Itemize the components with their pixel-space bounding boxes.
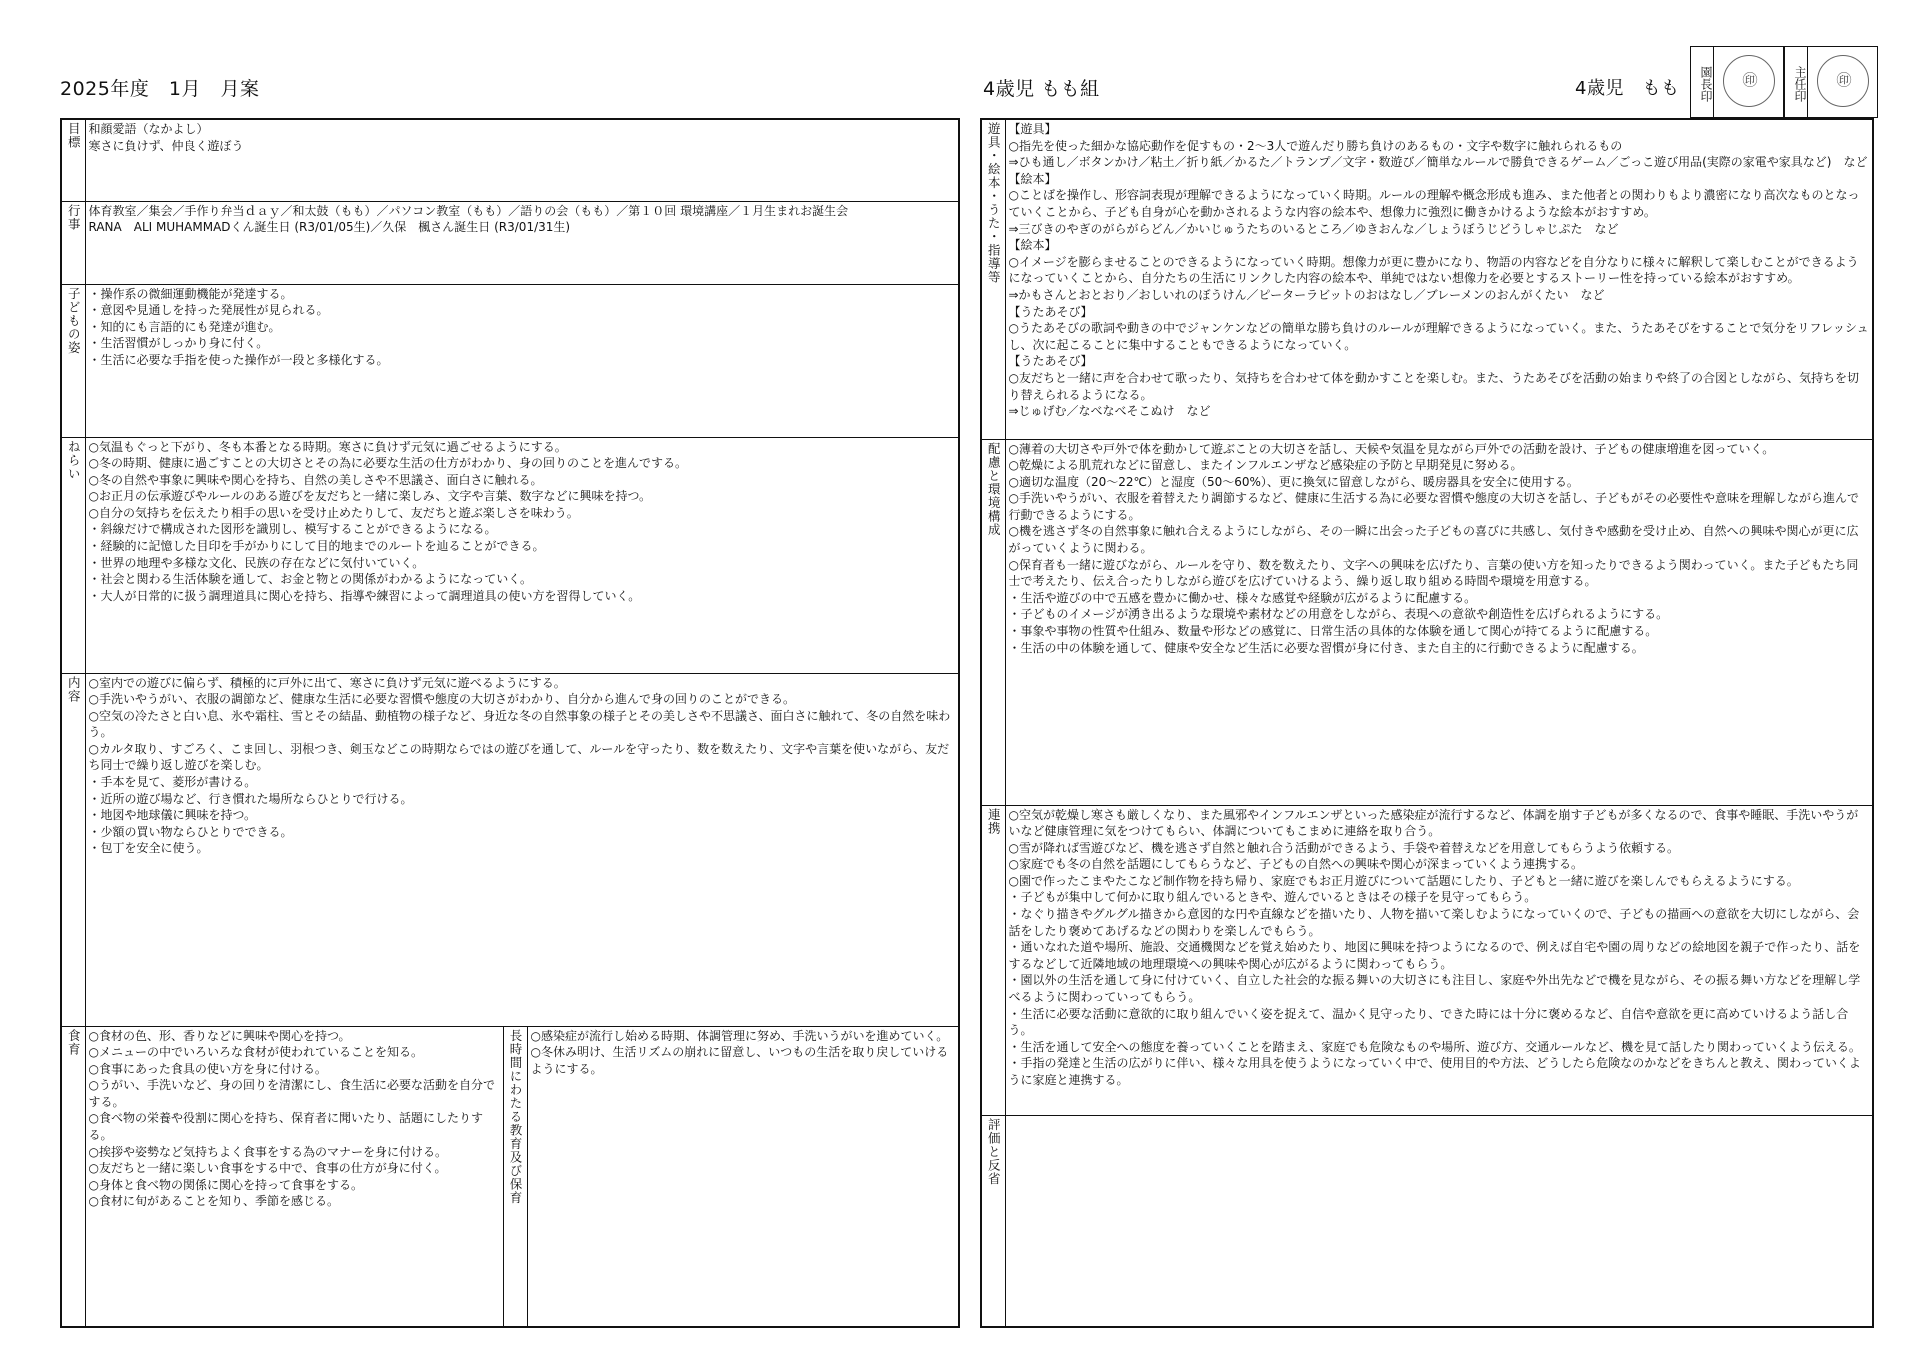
text-line: ○適切な温度（20〜22℃）と湿度（50〜60%）、更に換気に留意しながら、暖房器具を安全に使用する。 (1008, 474, 1579, 489)
aims-row (61, 437, 959, 673)
text-line: ・生活や遊びの中で五感を豊かに働かせ、様々な感覚や経験が広がるように配慮する。 (1008, 590, 1477, 605)
tools-cell (1005, 119, 1873, 439)
goal-row (61, 119, 959, 201)
text-line: ・斜線だけで構成された図形を識別し、模写することができるようになる。 (88, 522, 497, 537)
text-line: ・園以外の生活を通して身に付けていく、自立した社会的な振る舞いの大切さにも注目し、家庭や外出先などで機を見ながら、その振る舞い方などを理解し学べるように関わっていってもらう。 (1008, 973, 1861, 1005)
text-line: ・生活習慣がしっかり身に付く。 (88, 336, 269, 351)
left-plan-table (60, 118, 960, 1328)
link-label: 連携 (981, 805, 1005, 1115)
text-line: ・事象や事物の性質や仕組み、数量や形などの感覚に、日常生活の具体的な体験を通して関心が持てるように配慮する。 (1008, 624, 1658, 639)
text-line: ○手洗いやうがい、衣服の調節など、健康な生活に必要な習慣や態度の大切さがわかり、自分から進んで身の回りのことができる。 (88, 692, 795, 707)
goal-label: 目標 (61, 119, 85, 201)
tools-row (981, 119, 1873, 439)
text-line: ・通いなれた道や場所、施設、交通機関などを覚え始めたり、地図に興味を持つようになるので、例えば自宅や園の周りなどの絵地図を親子で作ったり、話をするなどして近隣地域の地理環境への興味や関心が広がるように関わってもらう。 (1008, 940, 1861, 971)
text-line: 【うたあそび】 (1008, 304, 1093, 319)
text-line: ○園で作ったこまやたこなど制作物を持ち帰り、家庭でもお正月遊びについて話題にしたり、子どもと一緒に遊びを楽しんでもらえるようにする。 (1008, 873, 1799, 888)
text-line: ○うたあそびの歌詞や動きの中でジャンケンなどの簡単な勝ち負けのルールが理解できるようになっていく。また、うたあそびをすることで気分をリフレッシュし、次に起こることに集中することもできるようになっていく。 (1008, 321, 1869, 352)
text-line: ○イメージを膨らませることのできるようになっていく時期。想像力が更に豊かになり、物語の内容などを自分なりに様々に解釈して楽しむことができるようになっていくことから、自分たちの生活にリンクした内容の絵本や、単純ではない想像力を必要とするストーリー性を持っている絵本がおすすめ。 (1008, 254, 1859, 286)
text-line: ・少額の買い物ならひとりでできる。 (88, 824, 293, 839)
text-line: ○空気が乾燥し寒さも厳しくなり、また風邪やインフルエンザといった感染症が流行するなど、体調を崩す子どもが多くなるので、食事や睡眠、手洗いやうがいなど健康管理に気をつけてもらい、体調についてもこまめに連絡を取り合う。 (1008, 807, 1859, 839)
env-cell (1005, 439, 1873, 805)
text-line: ○カルタ取り、すごろく、こま回し、羽根つき、剣玉などこの時期ならではの遊びを通して、ルールを守ったり、数を数えたり、文字や言葉を使いながら、友だち同士で繰り返し遊びを楽しむ。 (88, 741, 950, 773)
text-line: ・生活に必要な手指を使った操作が一段と多様化する。 (88, 352, 389, 367)
children-cell (85, 284, 959, 437)
text-line: ・操作系の微細運動機能が発達する。 (88, 286, 293, 301)
text-line: ○ことばを操作し、形容詞表現が理解できるようになっていく時期。ルールの理解や概念形成も進み、また他者との関わりもより濃密になり高次なものとなっていくことから、子ども自身が心を動かされるような内容の絵本や、想像力に強烈に働きかけるような絵本がおすすめ。 (1008, 188, 1860, 219)
text-line: ○家庭でも冬の自然を話題にしてもらうなど、子どもの自然への興味や関心が深まっていくよう連携する。 (1008, 857, 1583, 872)
class-label-short: 4歳児 もも (1575, 78, 1680, 99)
text-line: ⇒かもさんとおとおり／おしいれのぼうけん／ピーターラビットのおはなし／ブレーメンのおんがくたい など (1008, 287, 1605, 302)
text-block (86, 202, 959, 237)
children-row (61, 284, 959, 437)
events-cell (85, 201, 959, 284)
text-line: ・手本を見て、菱形が書ける。 (88, 775, 257, 790)
food-row (61, 1026, 959, 1327)
text-line: ・手指の発達と生活の広がりに伴い、様々な用具を使うようになっていく中で、使用目的や方法、どうしたら危険なのかなどをきちんと教え、関わっていくように家庭と連携する。 (1008, 1056, 1861, 1087)
link-cell (1005, 805, 1873, 1115)
text-line: ○冬休み明け、生活リズムの崩れに留意し、いつもの生活を取り戻していけるようにする。 (530, 1045, 949, 1076)
contents-row (61, 673, 959, 1026)
text-line: ⇒じゅげむ／なべなべそこぬけ など (1008, 404, 1211, 419)
text-line: ⇒ひも通し／ボタンかけ／粘土／折り紙／かるた／トランプ／文字・数遊び／簡単なルールで勝負できるゲーム／ごっこ遊び用品(実際の家電や家具など) など (1008, 155, 1868, 170)
aims-cell (85, 437, 959, 673)
env-label: 配慮と環境構成 (981, 439, 1005, 805)
text-line: ○お正月の伝承遊びやルールのある遊びを友だちと一緒に楽しみ、文字や言葉、数字などに興味を持つ。 (88, 489, 651, 504)
goal-cell (85, 119, 959, 201)
page-title: 2025年度 1月 月案 (60, 78, 260, 100)
text-line: ・社会と関わる生活体験を通して、お金と物との関係がわかるようになっていく。 (88, 572, 533, 587)
text-line: ○うがい、手洗いなど、身の回りを清潔にし、食生活に必要な活動を自分でする。 (88, 1078, 495, 1109)
text-block (528, 1027, 959, 1079)
text-line: ○食事にあった食具の使い方を身に付ける。 (88, 1061, 327, 1076)
text-line: ○身体と食べ物の関係に関心を持って食事をする。 (88, 1177, 363, 1192)
chief-seal: ㊞ (1817, 55, 1869, 107)
longcare-cell (527, 1026, 959, 1327)
text-line: ○機を逃さず冬の自然事象に触れ合えるようにしながら、その一瞬に出会った子どもの喜びに共感し、気付きや感動を受け止め、自然への興味や関心が更に広がっていくように関わる。 (1008, 524, 1859, 556)
text-block (1006, 1116, 1873, 1118)
contents-cell (85, 673, 959, 1026)
text-line: 和顔愛語（なかよし） (88, 122, 209, 136)
text-line: ○感染症が流行し始める時期、体調管理に努め、手洗いうがいを進めていく。 (530, 1028, 949, 1043)
text-line: ・包丁を安全に使う。 (88, 841, 209, 856)
contents-label: 内容 (61, 673, 85, 1026)
events-label: 行事 (61, 201, 85, 284)
text-line: ・大人が日常的に扱う調理道具に関心を持ち、指導や練習によって調理道具の使い方を習得していく。 (88, 588, 641, 603)
tools-label: 遊具・絵本・うた・指導等 (981, 119, 1005, 439)
right-plan-table (980, 118, 1874, 1328)
text-line: ○食べ物の栄養や役割に関心を持ち、保育者に聞いたり、話題にしたりする。 (88, 1111, 483, 1143)
text-line: ・近所の遊び場など、行き慣れた場所ならひとりで行ける。 (88, 791, 413, 806)
text-line: ・生活の中の体験を通して、健康や安全など生活に必要な習慣が身に付き、また自主的に行動できるように配慮する。 (1008, 640, 1644, 655)
longcare-label: 長時間にわたる教育及び保育 (503, 1026, 527, 1327)
text-block (1006, 120, 1873, 421)
text-line: ○友だちと一緒に声を合わせて歌ったり、気持ちを合わせて体を動かすことを楽しむ。また、うたあそびを活動の始まりや終了の合図としながら、気持ちを切り替えられるようになる。 (1008, 370, 1859, 402)
text-line: ○挨拶や姿勢など気持ちよく食事をする為のマナーを身に付ける。 (88, 1144, 447, 1159)
text-line: RANA ALI MUHAMMADくん誕生日 (R3/01/05生)／久保 楓さん誕生日 (R3/01/31生) (88, 220, 571, 235)
text-block (86, 1027, 503, 1212)
text-line: ○手洗いやうがい、衣服を着替えたり調節するなど、健康に生活する為に必要な習慣や態度の大切さを話し、子どもがその必要性や意味を理解しながら進んで行動できるようにする。 (1008, 491, 1859, 522)
chief-stamp-box (1808, 46, 1878, 118)
text-line: ○気温もぐっと下がり、冬も本番となる時期。寒さに負けず元気に過ごせるようにする。 (88, 439, 567, 454)
text-line: ○室内での遊びに偏らず、積極的に戸外に出て、寒さに負けず元気に遊べるようにする。 (88, 675, 566, 690)
text-line: ○空気の冷たさと白い息、氷や霜柱、雪とその結晶、動植物の様子など、身近な冬の自然事象の様子とその美しさや不思議さ、面白さに触れて、冬の自然を味わう。 (88, 708, 951, 740)
review-label: 評価と反省 (981, 1115, 1005, 1327)
aims-label: ねらい (61, 437, 85, 673)
text-line: ○指先を使った細かな協応動作を促すもの・2〜3人で遊んだり勝ち負けのあるもの・文字や数字に触れられるもの (1008, 138, 1623, 153)
text-line: 【遊具】 (1008, 122, 1057, 136)
text-line: ○冬の自然や事象に興味や関心を持ち、自然の美しさや不思議さ、面白さに触れる。 (88, 472, 543, 487)
text-line: ○薄着の大切さや戸外で体を動かして遊ぶことの大切さを話し、天候や気温を見ながら戸外での活動を設け、子どもの健康増進を図っていく。 (1008, 441, 1775, 456)
text-line: ・生活を通して安全への態度を養っていくことを踏まえ、家庭でも危険なものや場所、遊び方、交通ルールなど、機を見て話したり関わっていくよう伝える。 (1008, 1039, 1861, 1054)
text-line: ・地図や地球儀に興味を持つ。 (88, 808, 257, 823)
review-cell (1005, 1115, 1873, 1327)
review-row (981, 1115, 1873, 1327)
text-line: ・子どもが集中して何かに取り組んでいるときや、遊んでいるときはその様子を見守ってもらう。 (1008, 890, 1537, 905)
text-line: 【うたあそび】 (1008, 354, 1093, 369)
food-cell (85, 1026, 503, 1327)
principal-stamp-label: 園長印 (1690, 46, 1714, 118)
text-block (86, 120, 959, 155)
children-label: 子どもの姿 (61, 284, 85, 437)
text-line: ・生活に必要な活動に意欲的に取り組んでいく姿を捉えて、温かく見守ったり、できた時には十分に褒めるなど、自信や意欲を更に高めていけるよう話し合う。 (1008, 1006, 1849, 1038)
text-line: ○雪が降れば雪遊びなど、機を逃さず自然と触れ合う活動ができるよう、手袋や着替えなどを用意してもらうよう依頼する。 (1008, 840, 1679, 855)
text-line: ⇒三びきのやぎのがらがらどん／かいじゅうたちのいるところ／ゆきおんな／しょうぼうじどうしゃじぷた など (1008, 221, 1619, 236)
food-label: 食育 (61, 1026, 85, 1327)
text-line: ○友だちと一緒に楽しい食事をする中で、食事の仕方が身に付く。 (88, 1161, 447, 1176)
env-row (981, 439, 1873, 805)
link-row (981, 805, 1873, 1115)
text-line: ○食材の色、形、香りなどに興味や関心を持つ。 (88, 1028, 351, 1043)
text-line: ・知的にも言語的にも発達が進む。 (88, 319, 281, 334)
text-block (86, 438, 959, 606)
text-block (86, 674, 959, 859)
text-line: ○メニューの中でいろいろな食材が使われていることを知る。 (88, 1045, 423, 1060)
text-line: ○乾燥による肌荒れなどに留意し、またインフルエンザなど感染症の予防と早期発見に努める。 (1008, 458, 1523, 473)
text-line: ○保育者も一緒に遊びながら、ルールを守り、数を数えたり、文字への興味を広げたり、言葉の使い方を知ったりできるよう関わっていく。また子どもたち同士で考えたり、伝え合ったりしながら遊びを広げていけるよう、繰り返し取り組める時間や環境を用意する。 (1008, 557, 1859, 589)
text-line: ・経験的に記憶した目印を手がかりにして目的地までのルートを辿ることができる。 (88, 539, 545, 554)
text-line: ・意図や見通しを持った発展性が見られる。 (88, 303, 329, 318)
text-line: ・なぐり描きやグルグル描きから意図的な円や直線などを描いたり、人物を描いて楽しむようになっていくので、子どもの描画への意欲を大切にしながら、会話をしたり褒めてあげるなどの関わりを楽しんでもらう。 (1008, 907, 1860, 938)
principal-stamp-box (1714, 46, 1784, 118)
text-line: ○冬の時期、健康に過ごすことの大切さとその為に必要な生活の仕方がわかり、身の回りのことを進んでする。 (88, 456, 687, 471)
text-line: 寒さに負けず、仲良く遊ぼう (88, 138, 244, 153)
principal-seal: ㊞ (1723, 55, 1775, 107)
class-label: 4歳児 もも組 (983, 78, 1100, 100)
text-line: ・世界の地理や多様な文化、民族の存在などに気付いていく。 (88, 555, 425, 570)
text-line: ○食材に旬があることを知り、季節を感じる。 (88, 1194, 339, 1209)
text-line: 【絵本】 (1008, 171, 1057, 186)
text-line: 体育教室／集会／手作り弁当ｄａｙ／和太鼓（もも）／パソコン教室（もも）／語りの会（もも）／第１０回 環境講座／１月生まれお誕生会 (88, 203, 849, 218)
text-line: ○自分の気持ちを伝えたり相手の思いを受け止めたりして、友だちと遊ぶ楽しさを味わう。 (88, 505, 579, 520)
text-line: ・子どものイメージが湧き出るような環境や素材などの用意をしながら、表現への意欲や創造性を広げられるようにする。 (1008, 607, 1669, 622)
chief-stamp-label: 主任印 (1784, 46, 1808, 118)
text-block (86, 285, 959, 370)
text-block (1006, 440, 1873, 658)
text-block (1006, 806, 1873, 1090)
events-row (61, 201, 959, 284)
text-line: 【絵本】 (1008, 238, 1057, 253)
